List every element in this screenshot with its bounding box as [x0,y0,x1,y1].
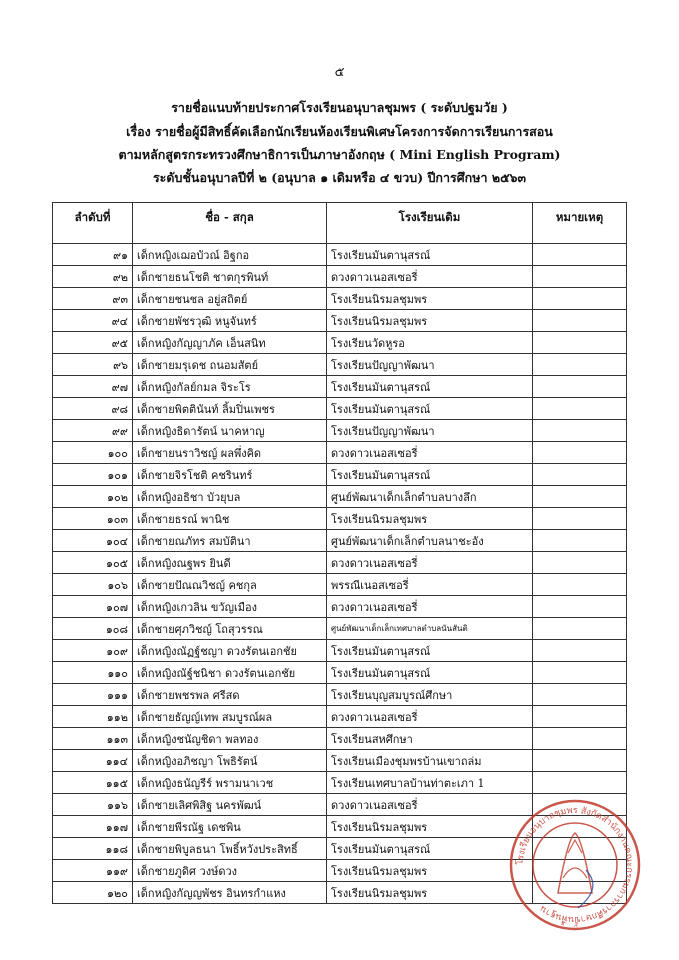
row-number: ๑๐๐ [53,442,133,464]
row-number: ๑๐๙ [53,640,133,662]
previous-school: โรงเรียนนิรมลชุมพร [327,310,533,332]
previous-school: โรงเรียนมันตานุสรณ์ [327,398,533,420]
table-row [53,310,627,332]
row-number: ๑๐๗ [53,596,133,618]
previous-school: ศูนย์พัฒนาเด็กเล็กเทศบาลตำบลนันสันติ [327,618,533,640]
previous-school: โรงเรียนมันตานุสรณ์ [327,464,533,486]
student-name: เด็กชายปัณณวิชญ์ คชกุล [133,574,327,596]
previous-school: ดวงดาวเนอสเซอรี่ [327,552,533,574]
column-header-number: ลำดับที่ [53,203,133,244]
table-row [53,244,627,266]
row-note [533,640,627,662]
previous-school: โรงเรียนบุญสมบูรณ์ศึกษา [327,684,533,706]
table-row [53,420,627,442]
previous-school: ดวงดาวเนอสเซอรี่ [327,706,533,728]
row-number: ๑๐๖ [53,574,133,596]
row-number: ๑๐๑ [53,464,133,486]
row-note [533,662,627,684]
row-note [533,772,627,794]
previous-school: โรงเรียนปัญญาพัฒนา [327,354,533,376]
student-name: เด็กหญิงธนัญรีร์ พรามนาเวช [133,772,327,794]
column-header-note: หมายเหตุ [533,203,627,244]
row-number: ๙๑ [53,244,133,266]
table-row [53,486,627,508]
row-number: ๑๐๔ [53,530,133,552]
table-row [53,662,627,684]
table-row [53,728,627,750]
table-row [53,354,627,376]
previous-school: โรงเรียนมันตานุสรณ์ [327,838,533,860]
row-note [533,574,627,596]
row-number: ๑๑๔ [53,750,133,772]
row-note [533,728,627,750]
student-name: เด็กหญิงชนัญชิดา พลทอง [133,728,327,750]
table-row [53,398,627,420]
row-number: ๙๒ [53,266,133,288]
row-note [533,266,627,288]
column-header-school: โรงเรียนเดิม [327,203,533,244]
student-name: เด็กหญิงกัญญาภัค เอ็นสนิท [133,332,327,354]
row-number: ๙๕ [53,332,133,354]
student-name: เด็กหญิงอภิชญา โพธิรัตน์ [133,750,327,772]
student-name: เด็กหญิงณฐพร ยินดี [133,552,327,574]
table-row [53,618,627,640]
previous-school: ศูนย์พัฒนาเด็กเล็กตำบลนาชะอัง [327,530,533,552]
previous-school: โรงเรียนมันตานุสรณ์ [327,640,533,662]
previous-school: พรรณีเนอสเซอรี่ [327,574,533,596]
previous-school: ศูนย์พัฒนาเด็กเล็กตำบลบางลึก [327,486,533,508]
previous-school: โรงเรียนนิรมลชุมพร [327,508,533,530]
row-note [533,288,627,310]
previous-school: ดวงดาวเนอสเซอรี่ [327,596,533,618]
row-number: ๙๗ [53,376,133,398]
student-name: เด็กชายมรุเดช ถนอมสัตย์ [133,354,327,376]
announcement-level: ระดับชั้นอนุบาลปีที่ ๒ (อนุบาล ๑ เดิมหรือ ๔ ขวบ) ปีการศึกษา ๒๕๖๓ [152,170,527,185]
row-number: ๑๑๒ [53,706,133,728]
row-number: ๙๘ [53,398,133,420]
row-note [533,684,627,706]
previous-school: โรงเรียนมันตานุสรณ์ [327,244,533,266]
table-row [53,508,627,530]
table-header-row [53,203,627,244]
row-number: ๑๑๙ [53,860,133,882]
page-number: ๕ [334,65,345,80]
student-name: เด็กหญิงเกวลิน ขวัญเมือง [133,596,327,618]
row-note [533,508,627,530]
student-name: เด็กชายพัชรวุฒิ หนูจันทร์ [133,310,327,332]
row-note [533,596,627,618]
row-note [533,750,627,772]
previous-school: โรงเรียนนิรมลชุมพร [327,882,533,904]
row-note [533,464,627,486]
row-note [533,552,627,574]
row-number: ๙๔ [53,310,133,332]
announcement-subject: เรื่อง รายชื่อผู้มีสิทธิ์คัดเลือกนักเรียนห้องเรียนพิเศษโครงการจัดการเรียนการสอน [126,124,553,139]
row-number: ๑๑๗ [53,816,133,838]
row-note [533,244,627,266]
row-number: ๑๐๓ [53,508,133,530]
student-name: เด็กชายธัญญ์เทพ สมบูรณ์ผล [133,706,327,728]
row-number: ๑๐๒ [53,486,133,508]
table-row [53,332,627,354]
student-name: เด็กหญิงกัญญพัชร อินทรกำแหง [133,882,327,904]
row-note [533,530,627,552]
row-note [533,486,627,508]
previous-school: โรงเรียนปัญญาพัฒนา [327,420,533,442]
previous-school: โรงเรียนมันตานุสรณ์ [327,376,533,398]
previous-school: โรงเรียนเมืองชุมพรบ้านเขาถล่ม [327,750,533,772]
row-number: ๑๑๖ [53,794,133,816]
row-number: ๑๑๘ [53,838,133,860]
table-row [53,552,627,574]
student-name: เด็กหญิงกัลย์กมล จิระโร [133,376,327,398]
row-number: ๑๑๐ [53,662,133,684]
student-name: เด็กชายณภัทร สมบัตินา [133,530,327,552]
previous-school: โรงเรียนนิรมลชุมพร [327,288,533,310]
table-row [53,750,627,772]
student-name: เด็กหญิงธิดารัตน์ นาคหาญ [133,420,327,442]
row-number: ๙๙ [53,420,133,442]
seal-text: โรงเรียนอนุบาลชุมพร สังกัดสำนักงานคณะกรรมการการศึกษาขั้นพื้นฐาน [515,805,635,925]
student-name: เด็กหญิงเฌอบัวณ์ อิฐกอ [133,244,327,266]
row-number: ๙๓ [53,288,133,310]
row-note [533,618,627,640]
table-row [53,574,627,596]
row-note [533,310,627,332]
student-name: เด็กชายเลิศพิสิฐ นครพัฒน์ [133,794,327,816]
student-name: เด็กชายพิตตินันท์ ลิ้มปิ่นเพชร [133,398,327,420]
row-note [533,354,627,376]
student-name: เด็กหญิงณัฏฐ์ชญา ดวงรัตนเอกชัย [133,640,327,662]
row-number: ๑๐๕ [53,552,133,574]
student-name: เด็กชายนราวิชญ์ ผลพึ่งคิด [133,442,327,464]
table-row [53,640,627,662]
student-name: เด็กชายพชรพล ศรีสด [133,684,327,706]
table-row [53,684,627,706]
announcement-title: รายชื่อแนบท้ายประกาศโรงเรียนอนุบาลชุมพร ( ระดับปฐมวัย ) [171,100,508,115]
student-name: เด็กชายชนชล อยู่สถิตย์ [133,288,327,310]
previous-school: โรงเรียนสหศึกษา [327,728,533,750]
previous-school: ดวงดาวเนอสเซอรี่ [327,266,533,288]
row-number: ๑๒๐ [53,882,133,904]
table-row [53,442,627,464]
row-number: ๑๐๘ [53,618,133,640]
previous-school: โรงเรียนวัดหูรอ [327,332,533,354]
student-name: เด็กชายภูดิศ วงษ์ดวง [133,860,327,882]
row-number: ๑๑๕ [53,772,133,794]
column-header-name: ชื่อ - สกุล [133,203,327,244]
row-note [533,706,627,728]
student-name: เด็กหญิงณัฐ์ชนิชา ดวงรัตนเอกชัย [133,662,327,684]
student-name: เด็กชายพีรณัฐ เดชพิน [133,816,327,838]
table-row [53,706,627,728]
student-name: เด็กชายพิบูลธนา โพธิ์หวังประสิทธิ์ [133,838,327,860]
table-row [53,288,627,310]
table-row [53,596,627,618]
row-number: ๑๑๓ [53,728,133,750]
announcement-program: ตามหลักสูตรกระทรวงศึกษาธิการเป็นภาษาอังกฤษ ( Mini English Program) [118,147,561,162]
row-note [533,332,627,354]
table-row [53,376,627,398]
table-row [53,266,627,288]
student-name: เด็กชายธรณ์ พานิช [133,508,327,530]
row-note [533,376,627,398]
row-note [533,442,627,464]
row-number: ๙๖ [53,354,133,376]
row-number: ๑๑๑ [53,684,133,706]
previous-school: ดวงดาวเนอสเซอรี่ [327,442,533,464]
previous-school: โรงเรียนเทศบาลบ้านท่าตะเภา 1 [327,772,533,794]
student-name: เด็กชายศุภวิชญ์ โถสุวรรณ [133,618,327,640]
student-name: เด็กหญิงอธิชา บัวยุบล [133,486,327,508]
previous-school: โรงเรียนนิรมลชุมพร [327,816,533,838]
table-row [53,530,627,552]
row-note [533,420,627,442]
school-seal-stamp [508,798,642,932]
row-note [533,398,627,420]
previous-school: ดวงดาวเนอสเซอรี่ [327,794,533,816]
previous-school: โรงเรียนมันตานุสรณ์ [327,662,533,684]
student-name: เด็กชายจิรโชติ คชรินทร์ [133,464,327,486]
table-row [53,464,627,486]
table-row [53,772,627,794]
student-name: เด็กชายธนโชติ ชาตกุรพินท์ [133,266,327,288]
previous-school: โรงเรียนนิรมลชุมพร [327,860,533,882]
